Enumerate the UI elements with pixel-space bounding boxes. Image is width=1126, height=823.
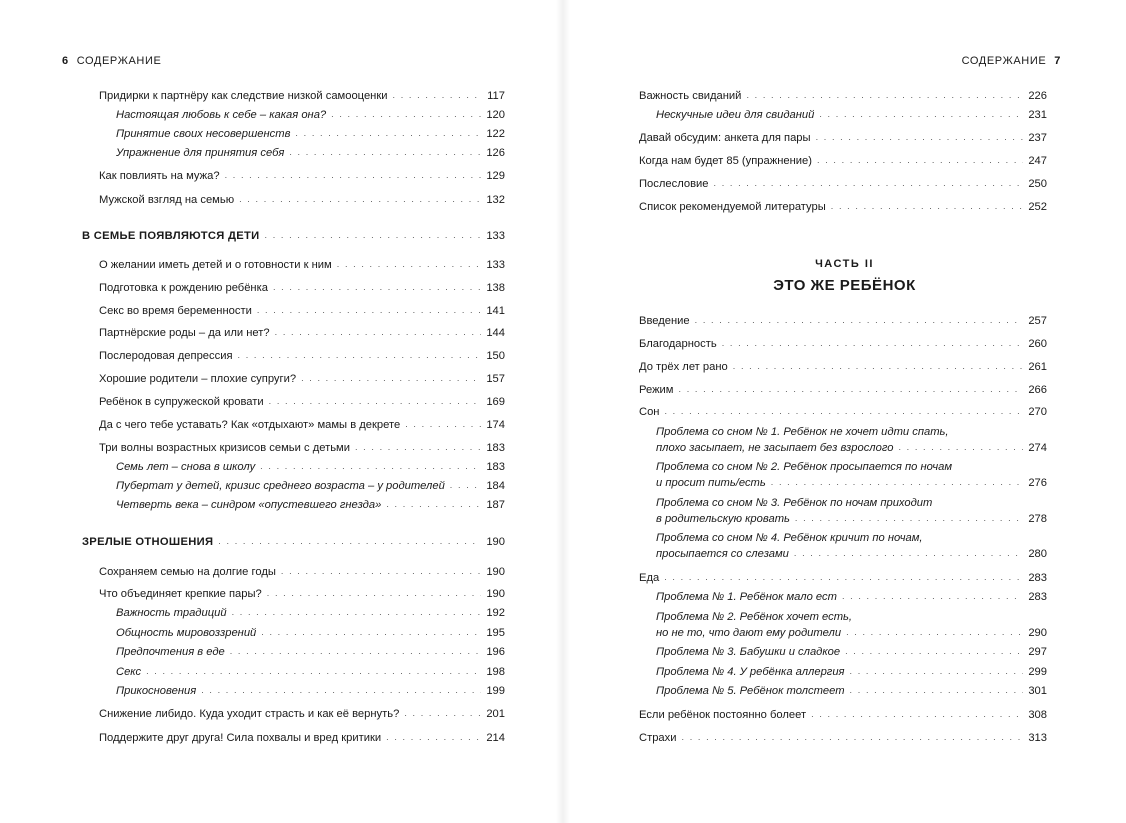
toc-subentry-line1: Проблема со сном № 4. Ребёнок кричит по ночам, [656, 532, 923, 544]
toc-page-number: 247 [1028, 155, 1047, 167]
toc-page-number: 270 [1028, 406, 1047, 418]
toc-entry[interactable]: Поддержите друг друга! Сила похвалы и вред критики . . . 214 [99, 731, 505, 745]
toc-entry[interactable]: Благодарность . . . 260 [639, 337, 1047, 351]
leader-dots [664, 570, 1023, 584]
leader-dots [295, 126, 481, 140]
toc-page-number: 283 [1028, 572, 1047, 584]
leader-dots [257, 303, 482, 317]
toc-entry[interactable]: Еда . . . 283 [639, 571, 1047, 585]
toc-entry[interactable]: Секс во время беременности . . . 141 [99, 304, 505, 318]
toc-entry[interactable]: О желании иметь детей и о готовности к ним . . . 133 [99, 258, 505, 272]
leader-dots [146, 664, 481, 678]
leader-dots [695, 313, 1024, 327]
toc-page-number: 144 [486, 327, 505, 339]
leader-dots [679, 382, 1024, 396]
leader-dots [771, 475, 1024, 489]
leader-dots [850, 683, 1024, 697]
toc-entry[interactable]: Как повлиять на мужа? . . . 129 [99, 169, 505, 183]
toc-section-heading[interactable]: ЗРЕЛЫЕ ОТНОШЕНИЯ . . . 190 [82, 535, 505, 549]
toc-page-number: 274 [1028, 442, 1047, 454]
toc-page-number: 150 [486, 350, 505, 362]
leader-dots [393, 88, 483, 102]
leader-dots [301, 371, 481, 385]
leader-dots [275, 325, 482, 339]
leader-dots [238, 348, 482, 362]
toc-page-number: 133 [486, 230, 505, 242]
toc-entry[interactable]: Режим . . . 266 [639, 383, 1047, 397]
leader-dots [218, 534, 481, 548]
leader-dots [831, 199, 1024, 213]
toc-subentry[interactable]: но не то, что дают ему родители . . . 290 [656, 626, 1047, 640]
toc-subentry[interactable]: Проблема № 3. Бабушки и сладкое . . . 297 [656, 645, 1047, 659]
toc-entry[interactable]: Да с чего тебе уставать? Как «отдыхают» мамы в декрете . . . 174 [99, 418, 505, 432]
toc-page-number: 196 [486, 646, 505, 658]
toc-entry[interactable]: Мужской взгляд на семью . . . 132 [99, 193, 505, 207]
toc-subentry[interactable]: и просит пить/есть . . . 276 [656, 476, 1047, 490]
toc-page-number: 126 [486, 147, 505, 159]
toc-subentry[interactable]: Секс . . . 198 [116, 665, 505, 679]
leader-dots [386, 730, 481, 744]
toc-page-number: 252 [1028, 201, 1047, 213]
leader-dots [201, 683, 481, 697]
toc-entry[interactable]: Партнёрские роды – да или нет? . . . 144 [99, 326, 505, 340]
toc-page-number: 190 [486, 536, 505, 548]
toc-section-heading[interactable]: В СЕМЬЕ ПОЯВЛЯЮТСЯ ДЕТИ . . . 133 [82, 229, 505, 243]
leader-dots [273, 280, 481, 294]
leader-dots [846, 625, 1023, 639]
toc-entry[interactable]: Хорошие родители – плохие супруги? . . . 157 [99, 372, 505, 386]
leader-dots [819, 107, 1023, 121]
toc-page-number: 299 [1028, 666, 1047, 678]
leader-dots [289, 145, 481, 159]
toc-page-number: 198 [486, 666, 505, 678]
toc-entry[interactable]: Сохраняем семью на долгие годы . . . 190 [99, 565, 505, 579]
toc-page-number: 138 [486, 282, 505, 294]
leader-dots [682, 730, 1024, 744]
toc-subentry[interactable]: просыпается со слезами . . . 280 [656, 547, 1047, 561]
leader-dots [811, 707, 1023, 721]
toc-page-number: 157 [486, 373, 505, 385]
part-title: ЭТО ЖЕ РЕБЁНОК [773, 277, 916, 294]
leader-dots [261, 625, 481, 639]
toc-subentry[interactable]: Прикосновения . . . 199 [116, 684, 505, 698]
toc-entry[interactable]: Давай обсудим: анкета для пары . . . 237 [639, 131, 1047, 145]
toc-page-number: 226 [1028, 90, 1047, 102]
toc-page-number: 290 [1028, 627, 1047, 639]
toc-subentry[interactable]: Проблема № 4. У ребёнка аллергия . . . 299 [656, 665, 1047, 679]
leader-dots [260, 459, 481, 473]
toc-page-number: 192 [486, 607, 505, 619]
leader-dots [817, 153, 1023, 167]
leader-dots [230, 644, 482, 658]
toc-page-number: 276 [1028, 477, 1047, 489]
toc-entry[interactable]: Придирки к партнёру как следствие низкой самооценки . . . 117 [99, 89, 505, 103]
toc-page-number: 174 [486, 419, 505, 431]
toc-subentry[interactable]: в родительскую кровать . . . 278 [656, 512, 1047, 526]
toc-page-number: 190 [486, 566, 505, 578]
toc-page-number: 132 [486, 194, 505, 206]
toc-entry[interactable]: Страхи . . . 313 [639, 731, 1047, 745]
leader-dots [850, 664, 1024, 678]
running-head-title-right: СОДЕРЖАНИЕ [961, 55, 1047, 67]
toc-subentry[interactable]: Четверть века – синдром «опустевшего гнезда» . . . 187 [116, 498, 505, 512]
toc-entry[interactable]: Ребёнок в супружеской кровати . . . 169 [99, 395, 505, 409]
leader-dots [225, 168, 482, 182]
leader-dots [845, 644, 1023, 658]
leader-dots [898, 440, 1023, 454]
leader-dots [664, 404, 1023, 418]
leader-dots [816, 130, 1024, 144]
toc-page-number: 280 [1028, 548, 1047, 560]
toc-page-number: 266 [1028, 384, 1047, 396]
toc-entry[interactable]: Сон . . . 270 [639, 405, 1047, 419]
leader-dots [733, 359, 1024, 373]
toc-entry[interactable]: Что объединяет крепкие пары? . . . 190 [99, 587, 505, 601]
toc-subentry[interactable]: Упражнение для принятия себя . . . 126 [116, 146, 505, 160]
leader-dots [386, 497, 481, 511]
toc-page-number: 129 [486, 170, 505, 182]
toc-page-number: 283 [1028, 591, 1047, 603]
book-gutter [556, 0, 570, 823]
leader-dots [331, 107, 481, 121]
toc-subentry-line1: Проблема со сном № 1. Ребёнок не хочет идти спать, [656, 426, 949, 438]
toc-page-number: 261 [1028, 361, 1047, 373]
toc-page-number: 122 [486, 128, 505, 140]
toc-entry[interactable]: Три волны возрастных кризисов семьи с детьми . . . 183 [99, 441, 505, 455]
toc-page-number: 195 [486, 627, 505, 639]
toc-page-number: 169 [486, 396, 505, 408]
leader-dots [842, 589, 1023, 603]
toc-entry[interactable]: Послеродовая депрессия . . . 150 [99, 349, 505, 363]
toc-entry[interactable]: Список рекомендуемой литературы . . . 252 [639, 200, 1047, 214]
running-head-left [62, 54, 161, 68]
toc-entry[interactable]: Послесловие . . . 250 [639, 177, 1047, 191]
toc-subentry[interactable]: Проблема № 1. Ребёнок мало ест . . . 283 [656, 590, 1047, 604]
part-label: ЧАСТЬ II [815, 258, 874, 270]
toc-subentry-line1: Проблема № 2. Ребёнок хочет есть, [656, 611, 853, 623]
toc-page-number: 297 [1028, 646, 1047, 658]
leader-dots [269, 394, 482, 408]
leader-dots [404, 706, 481, 720]
leader-dots [337, 257, 482, 271]
toc-page-number: 199 [486, 685, 505, 697]
toc-page-number: 183 [486, 461, 505, 473]
running-head-right [962, 54, 1061, 68]
toc-subentry[interactable]: Пубертат у детей, кризис среднего возраста – у родителей . . . 184 [116, 479, 505, 493]
toc-page-number: 117 [487, 90, 505, 102]
toc-page-number: 214 [486, 732, 505, 744]
leader-dots [281, 564, 481, 578]
toc-entry[interactable]: Подготовка к рождению ребёнка . . . 138 [99, 281, 505, 295]
toc-subentry[interactable]: Проблема № 5. Ребёнок толстеет . . . 301 [656, 684, 1047, 698]
running-head-title-left: СОДЕРЖАНИЕ [76, 55, 162, 67]
toc-page-number: 231 [1028, 109, 1047, 121]
leader-dots [232, 605, 482, 619]
toc-entry[interactable]: До трёх лет рано . . . 261 [639, 360, 1047, 374]
leader-dots [265, 228, 482, 242]
toc-page-number: 237 [1028, 132, 1047, 144]
leader-dots [714, 176, 1024, 190]
toc-subentry[interactable]: Важность традиций . . . 192 [116, 606, 505, 620]
toc-subentry[interactable]: плохо засыпает, не засыпает без взрослого . . . 274 [656, 441, 1047, 455]
toc-subentry[interactable]: Нескучные идеи для свиданий . . . 231 [656, 108, 1047, 122]
toc-page-number: 133 [486, 259, 505, 271]
toc-entry[interactable]: Важность свиданий . . . 226 [639, 89, 1047, 103]
toc-page-number: 308 [1028, 709, 1047, 721]
leader-dots [450, 478, 482, 492]
leader-dots [794, 546, 1023, 560]
toc-subentry-line1: Проблема со сном № 3. Ребёнок по ночам приходит [656, 497, 933, 509]
toc-page-number: 250 [1028, 178, 1047, 190]
toc-entry[interactable]: Когда нам будет 85 (упражнение) . . . 247 [639, 154, 1047, 168]
leader-dots [355, 440, 481, 454]
toc-subentry[interactable]: Семь лет – снова в школу . . . 183 [116, 460, 505, 474]
leader-dots [746, 88, 1023, 102]
toc-page-number: 313 [1028, 732, 1047, 744]
toc-page-number: 184 [486, 480, 505, 492]
page-number-left: 6 [62, 55, 69, 67]
leader-dots [267, 586, 482, 600]
toc-page-number: 187 [486, 499, 505, 511]
leader-dots [795, 511, 1023, 525]
toc-page-number: 190 [486, 588, 505, 600]
toc-page-number: 278 [1028, 513, 1047, 525]
leader-dots [239, 192, 481, 206]
toc-page-number: 301 [1028, 685, 1047, 697]
right-page [563, 0, 1126, 823]
toc-entry[interactable]: Снижение либидо. Куда уходит страсть и как её вернуть? . . . 201 [99, 707, 505, 721]
toc-subentry[interactable]: Общность мировоззрений . . . 195 [116, 626, 505, 640]
toc-page-number: 120 [486, 109, 505, 121]
toc-page-number: 201 [486, 708, 505, 720]
toc-page-number: 257 [1028, 315, 1047, 327]
leader-dots [405, 417, 481, 431]
toc-subentry[interactable]: Принятие своих несовершенств . . . 122 [116, 127, 505, 141]
toc-page-number: 183 [486, 442, 505, 454]
page-number-right: 7 [1054, 55, 1061, 67]
toc-page-number: 260 [1028, 338, 1047, 350]
leader-dots [722, 336, 1024, 350]
toc-subentry[interactable]: Настоящая любовь к себе – какая она? . . . 120 [116, 108, 505, 122]
toc-entry[interactable]: Введение . . . 257 [639, 314, 1047, 328]
toc-page-number: 141 [486, 305, 505, 317]
toc-entry[interactable]: Если ребёнок постоянно болеет . . . 308 [639, 708, 1047, 722]
toc-subentry-line1: Проблема со сном № 2. Ребёнок просыпается по ночам [656, 461, 952, 473]
toc-subentry[interactable]: Предпочтения в еде . . . 196 [116, 645, 505, 659]
